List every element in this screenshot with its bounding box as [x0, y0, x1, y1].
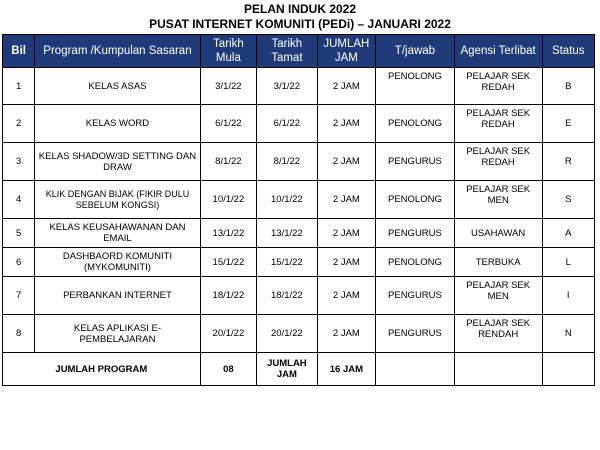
cell-agensi: TERBUKA [454, 248, 542, 277]
cell-program: KELAS SHADOW/3D SETTING DAN DRAW [35, 143, 200, 181]
cell-bil: 7 [3, 277, 35, 315]
total-row [3, 353, 595, 386]
table-row [3, 143, 595, 181]
cell-tjawab: PENGURUS [376, 219, 455, 248]
header-tarikh-tamat: Tarikh Tamat [257, 35, 318, 68]
cell-tarikh-tamat: 13/1/22 [257, 219, 318, 248]
cell-tarikh-tamat: 20/1/22 [257, 315, 318, 353]
cell-status: L [542, 248, 595, 277]
cell-jumlah-jam: 2 JAM [317, 315, 375, 353]
header-program: Program /Kumpulan Sasaran [35, 35, 200, 68]
total-label: JUMLAH PROGRAM [3, 353, 201, 386]
cell-tjawab: PENGURUS [376, 315, 455, 353]
document-title [0, 2, 600, 32]
cell-tarikh-tamat: 10/1/22 [257, 181, 318, 219]
cell-tarikh-tamat: 3/1/22 [257, 68, 318, 105]
cell-tarikh-mula: 18/1/22 [200, 277, 256, 315]
cell-tarikh-tamat: 6/1/22 [257, 105, 318, 143]
empty-cell [454, 353, 542, 386]
cell-program: PERBANKAN INTERNET [35, 277, 200, 315]
cell-tarikh-mula: 3/1/22 [200, 68, 256, 105]
plan-table [2, 34, 595, 386]
cell-bil: 3 [3, 143, 35, 181]
total-jam-value: 16 JAM [317, 353, 375, 386]
cell-status: R [542, 143, 595, 181]
cell-bil: 4 [3, 181, 35, 219]
table-row [3, 105, 595, 143]
cell-jumlah-jam: 2 JAM [317, 248, 375, 277]
table-row [3, 181, 595, 219]
cell-tarikh-tamat: 8/1/22 [257, 143, 318, 181]
cell-tarikh-mula: 15/1/22 [200, 248, 256, 277]
table-row [3, 315, 595, 353]
cell-tjawab: PENOLONG [376, 181, 455, 219]
cell-status: I [542, 277, 595, 315]
cell-agensi: PELAJAR SEK REDAH [454, 105, 542, 143]
header-tjawab: T/jawab [376, 35, 455, 68]
cell-bil: 8 [3, 315, 35, 353]
cell-status: N [542, 315, 595, 353]
cell-status: B [542, 68, 595, 105]
cell-program: KELAS APLIKASI E-PEMBELAJARAN [35, 315, 200, 353]
cell-status: S [542, 181, 595, 219]
cell-tjawab: PENGURUS [376, 143, 455, 181]
cell-agensi: PELAJAR SEK REDAH [454, 143, 542, 181]
cell-tjawab: PENOLONG [376, 248, 455, 277]
title-line-2: PUSAT INTERNET KOMUNITI (PEDi) – JANUARI 2022 [149, 17, 451, 31]
cell-tarikh-mula: 20/1/22 [200, 315, 256, 353]
header-tarikh-mula: Tarikh Mula [200, 35, 256, 68]
total-program-count: 08 [200, 353, 256, 386]
cell-tarikh-mula: 6/1/22 [200, 105, 256, 143]
cell-status: A [542, 219, 595, 248]
cell-program: DASHBAORD KOMUNITI (MYKOMUNITI) [35, 248, 200, 277]
header-row [3, 35, 595, 68]
cell-tarikh-mula: 13/1/22 [200, 219, 256, 248]
cell-program: KELAS WORD [35, 105, 200, 143]
cell-agensi: USAHAWAN [454, 219, 542, 248]
title-line-1: PELAN INDUK 2022 [243, 2, 357, 16]
cell-agensi: PELAJAR SEK REDAH [454, 68, 542, 105]
cell-tarikh-tamat: 18/1/22 [257, 277, 318, 315]
empty-cell [376, 353, 455, 386]
cell-tjawab: PENGURUS [376, 277, 455, 315]
cell-agensi: PELAJAR SEK MEN [454, 277, 542, 315]
cell-program: KLIK DENGAN BIJAK (FIKIR DULU SEBELUM KONGSI) [35, 181, 200, 219]
cell-agensi: PELAJAR SEK MEN [454, 181, 542, 219]
cell-jumlah-jam: 2 JAM [317, 105, 375, 143]
cell-jumlah-jam: 2 JAM [317, 181, 375, 219]
cell-bil: 5 [3, 219, 35, 248]
cell-program: KELAS KEUSAHAWANAN DAN EMAIL [35, 219, 200, 248]
cell-tarikh-mula: 10/1/22 [200, 181, 256, 219]
cell-jumlah-jam: 2 JAM [317, 219, 375, 248]
cell-tjawab: PENOLONG [376, 105, 455, 143]
table-row [3, 248, 595, 277]
cell-bil: 1 [3, 68, 35, 105]
cell-status: E [542, 105, 595, 143]
cell-tjawab: PENOLONG [376, 68, 455, 105]
header-jumlah-jam: JUMLAH JAM [317, 35, 375, 68]
cell-bil: 6 [3, 248, 35, 277]
cell-jumlah-jam: 2 JAM [317, 277, 375, 315]
header-status: Status [542, 35, 595, 68]
header-agensi: Agensi Terlibat [454, 35, 542, 68]
cell-tarikh-mula: 8/1/22 [200, 143, 256, 181]
cell-jumlah-jam: 2 JAM [317, 143, 375, 181]
total-jam-label: JUMLAH JAM [257, 353, 318, 386]
cell-tarikh-tamat: 15/1/22 [257, 248, 318, 277]
cell-bil: 2 [3, 105, 35, 143]
table-row [3, 219, 595, 248]
header-bil: Bil [3, 35, 35, 68]
cell-agensi: PELAJAR SEK RENDAH [454, 315, 542, 353]
table-row [3, 68, 595, 105]
empty-cell [542, 353, 595, 386]
cell-program: KELAS ASAS [35, 68, 200, 105]
cell-jumlah-jam: 2 JAM [317, 68, 375, 105]
table-row [3, 277, 595, 315]
